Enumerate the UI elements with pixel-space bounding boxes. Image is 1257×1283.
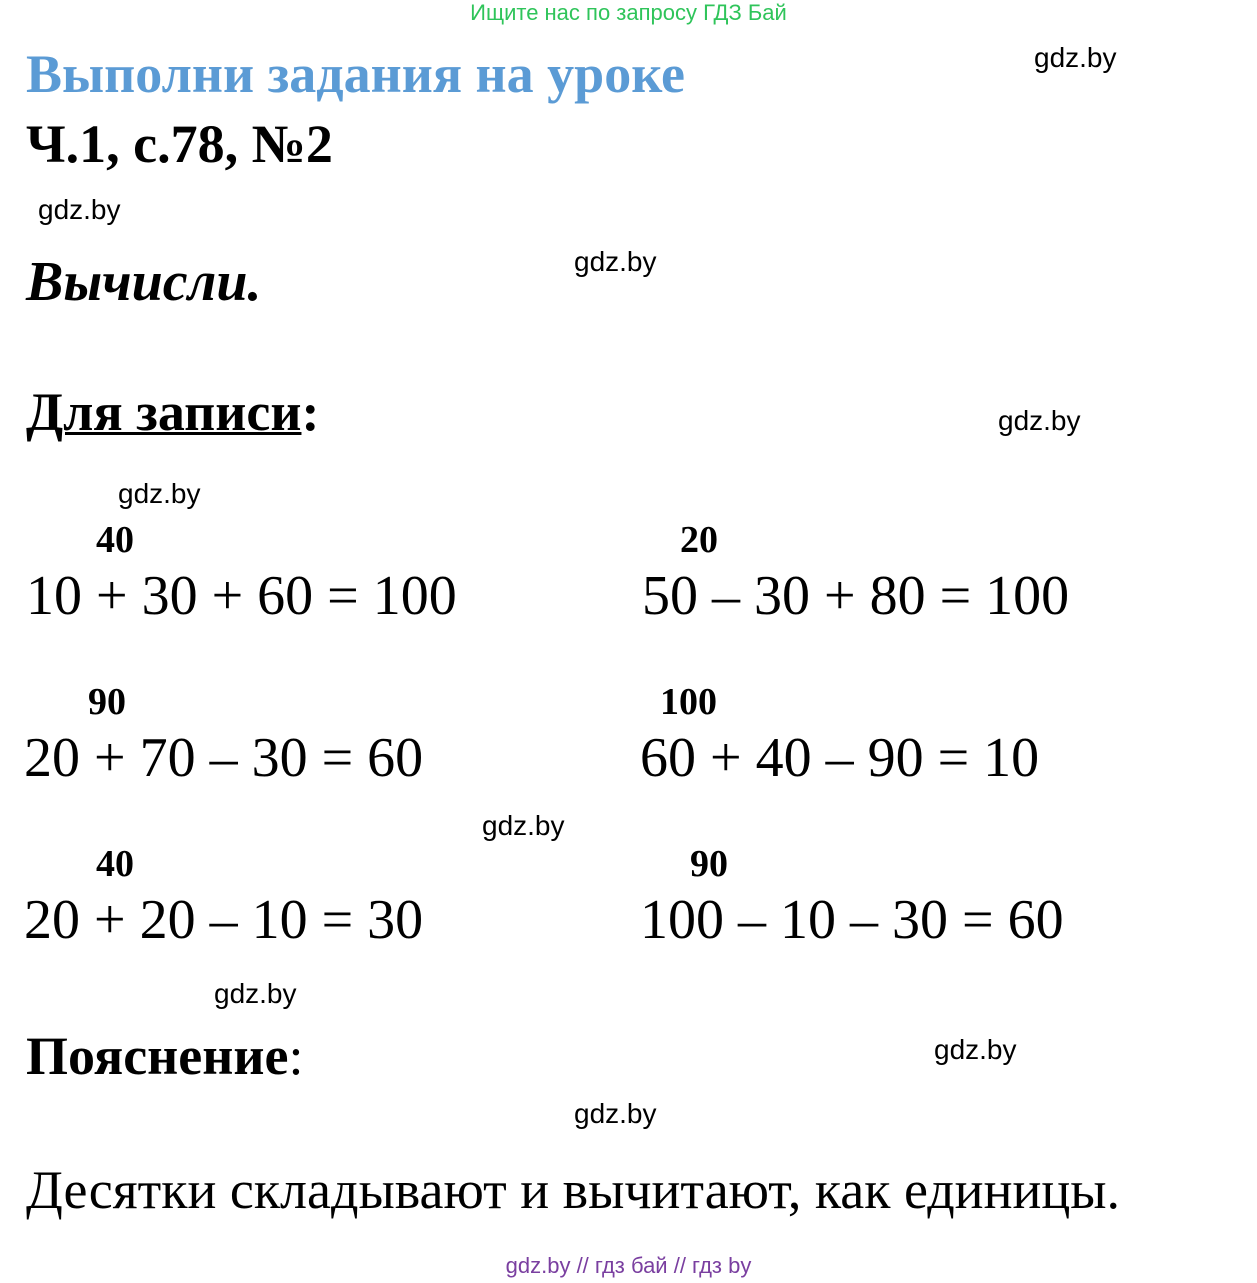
watermark: gdz.by xyxy=(1034,42,1117,73)
watermark: gdz.by xyxy=(934,1034,1017,1065)
intermediate-note: 90 xyxy=(690,843,728,885)
intermediate-note: 90 xyxy=(88,681,126,723)
equation: 60 + 40 – 90 = 10 xyxy=(640,727,1040,789)
watermark: gdz.by xyxy=(214,978,297,1009)
watermark: gdz.by xyxy=(38,194,121,225)
intermediate-note: 40 xyxy=(96,519,134,561)
intermediate-note: 100 xyxy=(660,681,717,723)
exercise-reference: Ч.1, с.78, №2 xyxy=(26,114,333,174)
explanation-text: Десятки складывают и вычитают, как единицы. xyxy=(26,1160,1121,1220)
equation: 20 + 20 – 10 = 30 xyxy=(24,889,424,951)
explanation-heading-colon: : xyxy=(288,1026,304,1086)
equation: 50 – 30 + 80 = 100 xyxy=(642,565,1070,627)
top-banner[interactable]: Ищите нас по запросу ГДЗ Бай xyxy=(470,0,787,25)
watermark: gdz.by xyxy=(998,405,1081,436)
equation: 20 + 70 – 30 = 60 xyxy=(24,727,424,789)
record-heading-label: Для записи xyxy=(26,382,302,442)
page-title: Выполни задания на уроке xyxy=(26,44,685,104)
record-heading xyxy=(26,380,319,444)
equation: 10 + 30 + 60 = 100 xyxy=(26,565,457,627)
intermediate-note: 20 xyxy=(680,519,718,561)
equation: 100 – 10 – 30 = 60 xyxy=(640,889,1064,951)
explanation-heading xyxy=(26,1024,303,1088)
watermark: gdz.by xyxy=(574,1098,657,1129)
record-heading-colon: : xyxy=(301,382,320,442)
watermark: gdz.by xyxy=(118,478,201,509)
watermark: gdz.by xyxy=(482,810,565,841)
watermark: gdz.by xyxy=(574,246,657,277)
explanation-heading-label: Пояснение xyxy=(26,1026,289,1086)
task-instruction: Вычисли. xyxy=(26,251,262,313)
footer-links[interactable]: gdz.by // гдз бай // гдз by xyxy=(505,1253,752,1278)
intermediate-note: 40 xyxy=(96,843,134,885)
